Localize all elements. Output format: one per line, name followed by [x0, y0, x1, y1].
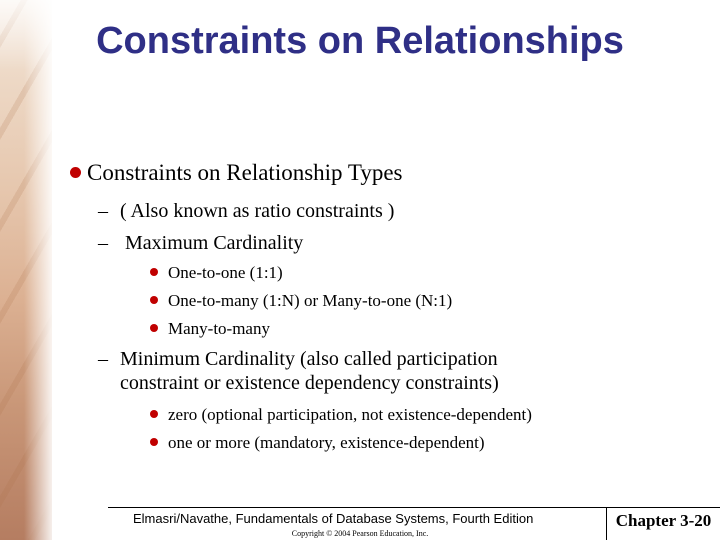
desert-fade-overlay	[0, 0, 60, 540]
main-bullet	[70, 160, 403, 186]
dash-icon: –	[98, 200, 108, 222]
dash-icon: –	[98, 232, 108, 254]
min-item-text: one or more (mandatory, existence-dependent)	[168, 433, 485, 452]
max-item-text: Many-to-many	[168, 319, 270, 338]
footer-citation: Elmasri/Navathe, Fundamentals of Database Systems, Fourth Edition	[133, 511, 534, 526]
sub-bullet-max-cardinality	[98, 231, 303, 255]
max-item-1	[150, 263, 283, 283]
slide-title: Constraints on Relationships	[96, 20, 624, 62]
min-item-2	[150, 433, 485, 453]
max-item-3	[150, 319, 270, 339]
sub-bullet-ratio	[98, 199, 394, 223]
max-item-text: One-to-one (1:1)	[168, 263, 283, 282]
bullet-dot-icon	[150, 410, 158, 418]
max-item-text: One-to-many (1:N) or Many-to-one (N:1)	[168, 291, 453, 310]
dash-icon: –	[98, 348, 108, 370]
sub-bullet-min-line2: constraint or existence dependency constraints)	[120, 372, 499, 394]
sub-bullet-ratio-text: ( Also known as ratio constraints )	[120, 200, 395, 222]
bullet-dot-icon	[70, 167, 81, 178]
chapter-label: Chapter 3-20	[606, 507, 720, 540]
max-item-2	[150, 291, 452, 311]
bullet-dot-icon	[150, 438, 158, 446]
sub-bullet-min-cardinality	[98, 347, 499, 395]
main-bullet-text: Constraints on Relationship Types	[87, 160, 403, 185]
bullet-dot-icon	[150, 296, 158, 304]
bullet-dot-icon	[150, 268, 158, 276]
bullet-dot-icon	[150, 324, 158, 332]
footer-copyright: Copyright © 2004 Pearson Education, Inc.	[291, 529, 429, 538]
min-item-1	[150, 405, 532, 425]
sub-bullet-min-line1: Minimum Cardinality (also called participation	[120, 348, 498, 370]
min-item-text: zero (optional participation, not existence-dependent)	[168, 405, 532, 424]
sub-bullet-max-text: Maximum Cardinality	[120, 232, 304, 254]
